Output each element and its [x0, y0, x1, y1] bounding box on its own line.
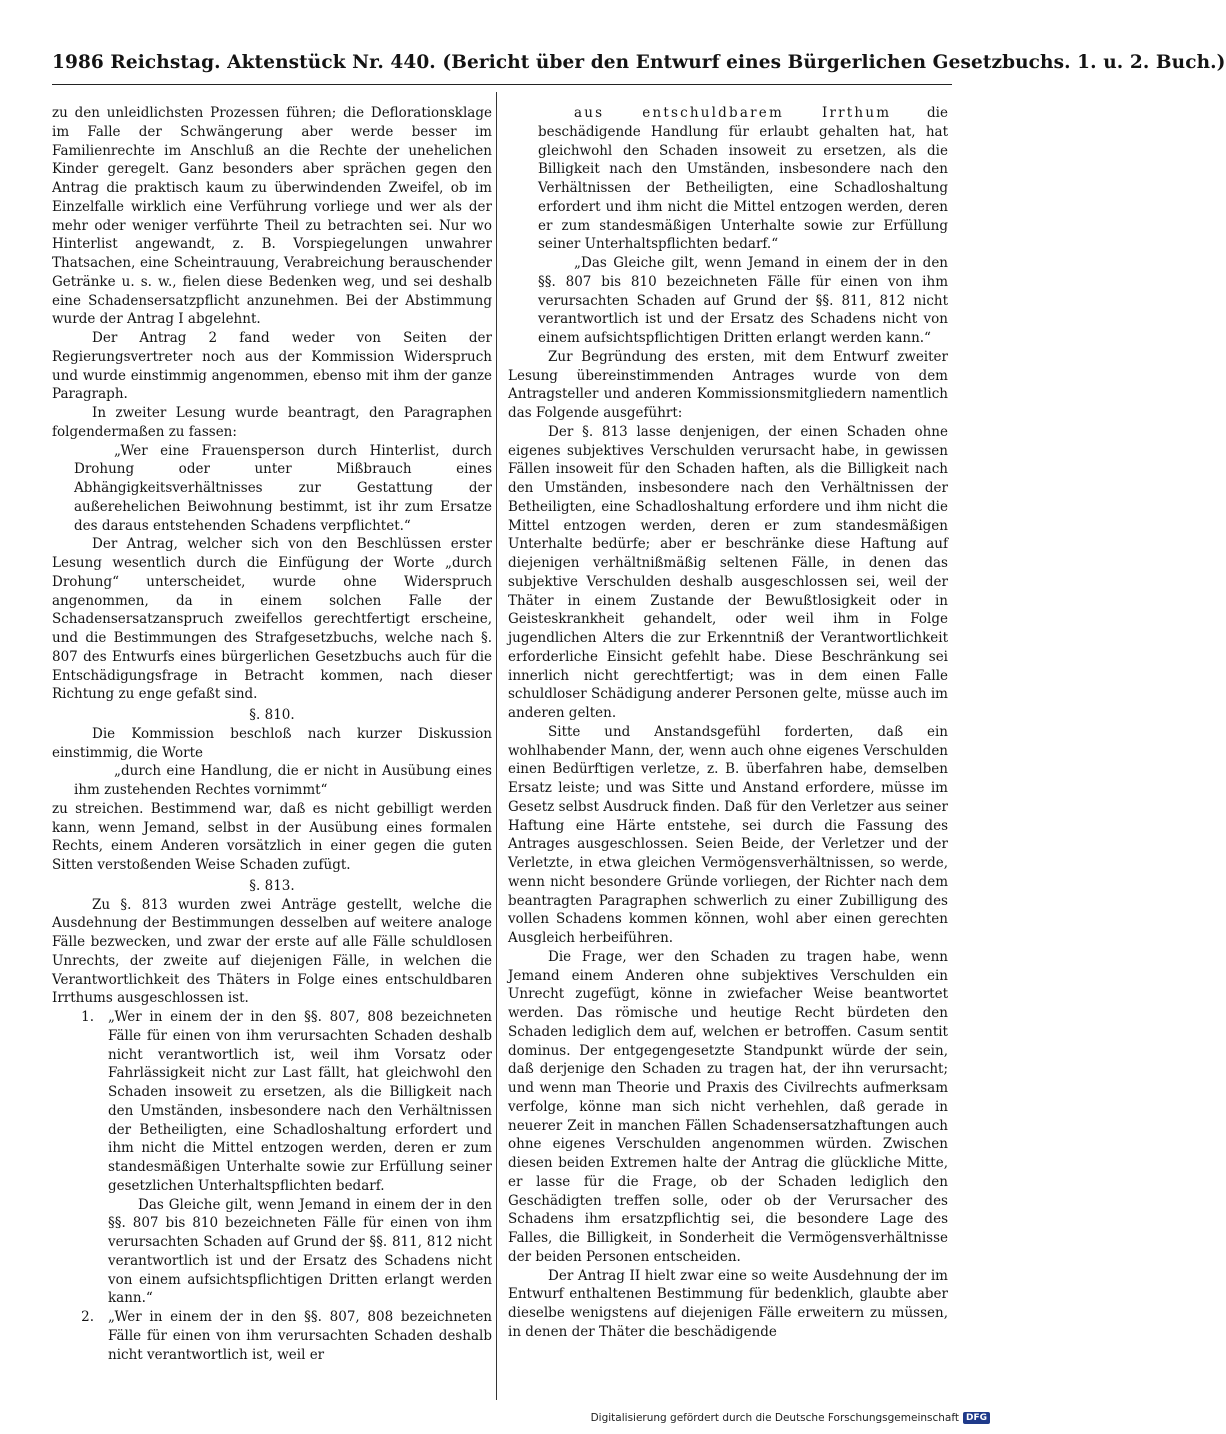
paragraph: In zweiter Lesung wurde beantragt, den Paragraphen folgendermaßen zu fassen: — [52, 405, 492, 440]
proposal-continuation — [538, 104, 948, 254]
paragraph: Der Antrag 2 fand weder von Seiten der Regierungsvertreter noch aus der Kommission Widerspruch und wurde einstimmig angenommen, ebenso mit ihm der ganze Paragraph. — [52, 330, 492, 403]
quoted-proposal: „Wer eine Frauensperson durch Hinterlist, durch Drohung oder unter Mißbrauch eines Abhängigkeitsverhältnisses zur Gestattung der außerehelichen Beiwohnung bestimmt, ist ihr zum Ersatze des daraus entstehenden Schadens verpflichtet.“ — [74, 442, 492, 534]
proposal-continuation: „Das Gleiche gilt, wenn Jemand in einem der in den §§. 807 bis 810 bezeichneten Fälle für einen von ihm verursachten Schaden auf Grund der §§. 811, 812 nicht verantwortlich ist und der Ersatz des Schadens nicht von einem aufsichtspflichtigen Dritten erlangt werden kann.“ — [538, 255, 948, 346]
paragraph: zu streichen. Bestimmend war, daß es nicht gebilligt werden kann, wenn Jemand, selbst in der Ausübung eines formalen Rechts, einem Anderen vorsätzlich in einer gegen die guten Sitten verstoßenden Weise Schaden zufügt. — [52, 800, 492, 873]
proposal-continuation: Das Gleiche gilt, wenn Jemand in einem der in den §§. 807 bis 810 bezeichneten Fälle für einen von ihm verursachten Schaden auf Grund der §§. 811, 812 nicht verantwortlich ist und der Ersatz des Schadens nicht von einem aufsichtspflichtigen Dritten erlangt werden kann.“ — [108, 1196, 492, 1307]
column-divider — [496, 92, 497, 1400]
paragraph: Zu §. 813 wurden zwei Anträge gestellt, welche die Ausdehnung der Bestimmungen desselben auf weitere analoge Fälle bezwecken, und zwar der erste auf alle Fälle schuldlosen Unrechts, der zweite auf diejenigen Fälle, in welchen die Verantwortlichkeit des Thäters in Folge eines entschuldbaren Irrthums ausgeschlossen ist. — [52, 896, 492, 1007]
paragraph: Zur Begründung des ersten, mit dem Entwurf zweiter Lesung übereinstimmenden Antrages wurde von dem Antragsteller und anderen Kommissionsmitgliedern namentlich das Folgende ausgeführt: — [508, 348, 948, 421]
paragraph: Die Kommission beschloß nach kurzer Diskussion einstimmig, die Worte — [52, 725, 492, 761]
paragraph: Sitte und Anstandsgefühl forderten, daß ein wohlhabender Mann, der, wenn auch ohne eigenes Verschulden einen Bedürftigen verletze, z. B. überfahren habe, demselben Ersatz leiste; und was Sitte und Anstand erfordere, müsse im Gesetz selbst Ausdruck finden. Daß für den Verletzer aus seiner Haftung eine Härte entstehe, sei durch die Fassung des Antrages ausgeschlossen. Seien Beide, der Verletzer und der Verletzte, in etwa gleichen Vermögensverhältnissen, so werde, wenn nicht besondere Gründe vorliegen, der Richter nach dem beantragten Paragraphen schwerlich zu einer Zubilligung des vollen Schadens kommen können, wohl aber einen gerechten Ausgleich herbeiführen. — [508, 723, 948, 946]
text-run: die beschädigende Handlung für erlaubt gehalten hat, hat gleichwohl den Schaden insoweit zu ersetzen, als die Billigkeit nach den Umständen, insbesondere nach den Verhältnissen der Betheiligten, eine Schadloshaltung erfordert und ihm nicht die Mittel entzogen werden, deren er zum standesmäßigen Unterhalte sowie zur Erfüllung seiner Unterhaltspflichten bedarf.“ — [538, 105, 948, 253]
footer-text: Digitalisierung gefördert durch die Deutsche Forschungsgemeinschaft — [590, 1412, 959, 1424]
proposal-number: 2. — [81, 1309, 94, 1325]
proposal-text: „Wer in einem der in den §§. 807, 808 bezeichneten Fälle für einen von ihm verursachten Schaden deshalb nicht verantwortlich ist, weil ihm Vorsatz oder Fahrlässigkeit nicht zur Last fällt, hat gleichwohl den Schaden insoweit zu ersetzen, als die Billigkeit nach den Umständen, insbesondere nach den Verhältnissen der Betheiligten, eine Schadloshaltung erfordert und ihm nicht die Mittel entzogen werden, deren er zum standesmäßigen Unterhalte sowie zur Erfüllung seiner gesetzlichen Unterhaltspflichten bedarf. — [108, 1009, 492, 1194]
paragraph: Der Antrag II hielt zwar eine so weite Ausdehnung der im Entwurf enthaltenen Bestimmung für bedenklich, glaubte aber dieselbe wenigstens auf diejenigen Fälle erweitern zu müssen, in denen der Thäter die beschädigende — [508, 1267, 948, 1340]
quoted-words: „durch eine Handlung, die er nicht in Ausübung eines ihm zustehenden Rechtes vornimmt“ — [74, 763, 492, 798]
paragraph: Der §. 813 lasse denjenigen, der einen Schaden ohne eigenes subjektives Verschulden verursacht habe, in gewissen Fällen insoweit für den Schaden haften, als die Billigkeit nach den Umständen, insbesondere nach den Verhältnissen der Betheiligten, eine Schadloshaltung erfordere und ihm nicht die Mittel entzogen werden, deren er zum standesmäßigen Unterhalte bedürfe; aber er beschränke diese Haftung auf diejenigen verhältnißmäßig seltenen Fälle, in denen das subjektive Verschulden deshalb ausgeschlossen sei, weil der Thäter in einem Zustande der Bewußtlosigkeit oder in Geisteskrankheit gehandelt, oder weil ihm in Folge jugendlichen Alters die zur Erkenntniß der Verantwortlichkeit erforderliche Einsicht gefehlt habe. Diese Beschränkung sei innerlich nicht gerechtfertigt; was in dem einen Falle schuldloser Schädigung anderer Personen gelte, müsse auch im anderen gelten. — [508, 423, 948, 721]
section-heading-810: §. 810. — [249, 707, 295, 723]
proposal-number: 1. — [81, 1009, 94, 1025]
proposal-1 — [52, 1008, 492, 1196]
proposal-text: „Wer in einem der in den §§. 807, 808 bezeichneten Fälle für einen von ihm verursachten Schaden deshalb nicht verantwortlich ist, weil er — [108, 1309, 492, 1363]
paragraph: Der Antrag, welcher sich von den Beschlüssen erster Lesung wesentlich durch die Einfügung der Worte „durch Drohung“ unterscheidet, wurde ohne Widerspruch angenommen, da in einem solchen Falle der Schadensersatzanspruch zweifellos gerechtfertigt erscheine, und die Bestimmungen des Strafgesetzbuchs, welche nach §. 807 des Entwurfs eines bürgerlichen Gesetzbuchs auch für die Entschädigungsfrage in Betracht kommen, nach dieser Richtung zu enge gefaßt sind. — [52, 536, 492, 703]
header-rule — [52, 84, 952, 85]
left-column — [52, 104, 492, 1364]
section-heading-813: §. 813. — [249, 877, 295, 894]
spaced-emphasis: aus entschuldbarem Irrthum — [574, 105, 892, 121]
page-header: 1986 Reichstag. Aktenstück Nr. 440. (Bericht über den Entwurf eines Bürgerlichen Gesetzbuchs. 1. u. 2. Buch.) — [52, 52, 1226, 73]
paragraph: Die Frage, wer den Schaden zu tragen habe, wenn Jemand einem Anderen ohne subjektives Verschulden ein Unrecht zugefügt, könne in zwiefacher Weise beantwortet werden. Das römische und heutige Recht bürdeten den Schaden lediglich dem auf, welchen er betroffen. Casum sentit dominus. Der entgegengesetzte Standpunkt würde der sein, daß derjenige den Schaden zu tragen hat, der ihn verursacht; und wenn man Theorie und Praxis des Civilrechts aufmerksam verfolge, könne man sich nicht verhehlen, daß gerade in neuerer Zeit in manchen Fällen Schadensersatzhaftungen auch ohne eigenes Verschulden angenommen würden. Zwischen diesen beiden Extremen halte der Antrag die glückliche Mitte, er lasse für die Frage, ob der Schaden lediglich den Geschädigten treffen solle, oder ob der Verursacher des Schadens ihm ersatzpflichtig sei, die besondere Lage des Falles, die Billigkeit, in Sonderheit die Vermögensverhältnisse der beiden Personen entscheiden. — [508, 948, 948, 1265]
dfg-logo-icon: DFG — [963, 1412, 990, 1424]
right-column — [508, 104, 948, 1342]
digitization-footer — [591, 1412, 990, 1424]
paragraph: zu den unleidlichsten Prozessen führen; die Deflorationsklage im Falle der Schwängerung aber werde besser im Familienrechte im Anschluß an die Rechte der unehelichen Kinder geregelt. Ganz besonders aber sprächen gegen den Antrag die praktisch kaum zu überwindenden Zweifel, ob im Einzelfalle wirklich eine Verführung vorliege und wer als der mehr oder weniger verführte Theil zu betrachten sei. Nur wo Hinterlist angewandt, z. B. Vorspiegelungen unwahrer Thatsachen, eine Scheintrauung, Verabreichung berauschender Getränke u. s. w., fielen diese Bedenken weg, und sei deshalb eine Schadensersatzpflicht anzunehmen. Bei der Abstimmung wurde der Antrag I abgelehnt. — [52, 105, 492, 328]
proposal-2 — [52, 1308, 492, 1364]
